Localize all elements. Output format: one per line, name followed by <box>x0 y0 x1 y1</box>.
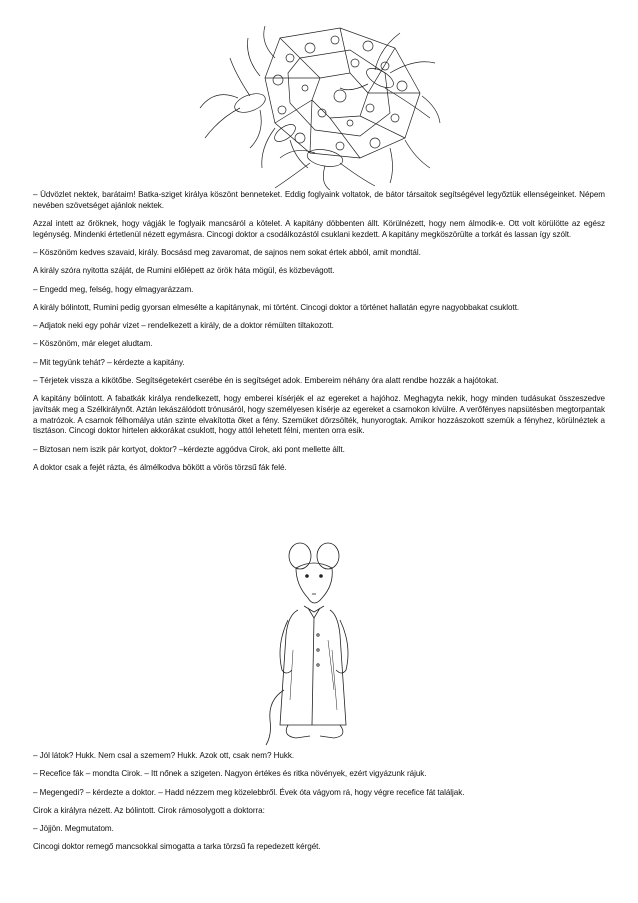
paragraph: – Megengedi? – kérdezte a doktor. – Hadd nézzem meg közelebbről. Évek óta vágyom rá, hogy végre recefice fát találjak. <box>33 787 465 797</box>
mouse-doctor-in-coat-drawing <box>248 540 383 748</box>
paragraph: A kapitány bólintott. A fabatkák királya rendelkezett, hogy emberei kísérjék el az egereket a hajóhoz. Meghagyta nekik, hogy minden tudásukat összeszedve javítsák meg a Szélkirálynőt. Aztán lekászálódott trónusáról, hogy személyesen kísérje az egereket a csarnokon kívülre. A verőfényes napsütésben megtorpantak a matrózok. A csarnok félhomálya után szinte elvakította őket a fény. Szemüket dörzsölték, hunyorogtak. Amikor hozzászokott szemük a fényhez, körülnéztek a tisztáson. Cincogi doktor hirtelen akkorákat csuklott, hogy attól lehetett félni, menten orra esik. <box>33 394 605 436</box>
paragraph: – Adjatok neki egy pohár vizet – rendelkezett a király, de a doktor rémülten tiltakozott. <box>33 321 334 331</box>
paragraph: Cincogi doktor remegő mancsokkal simogatta a tarka törzsű fa repedezett kérgét. <box>33 842 321 852</box>
paragraph: Azzal intett az őröknek, hogy vágják le foglyaik mancsáról a kötelet. A kapitány döbbenten állt. Körülnézett, hogy nem álmodik-e. Ott volt körülötte az egész legénység. Mindenki értetlenül nézett egymásra. Cincogi doktor a csodálkozástól csuklani kezdett. A kapitány megköszörülte a torkát és lassan így szólt. <box>33 219 605 239</box>
paragraph: – Térjetek vissza a kikötőbe. Segítségetekért cserébe én is segítséget adok. Embereim néhány óra alatt rendbe hozzák a hajótokat. <box>33 376 499 386</box>
paragraph: – Recefice fák – mondta Cirok. – Itt nőnek a szigeten. Nagyon értékes és ritka növények, ezért vigyázunk rájuk. <box>33 769 427 779</box>
body-text-top <box>33 190 605 481</box>
paragraph: – Köszönöm, már eleget aludtam. <box>33 339 153 349</box>
paragraph: – Üdvözlet nektek, barátaim! Batka-sziget királya köszönt benneteket. Eddig foglyaink voltatok, de bátor társaitok segítségével legyőztük ellenségeinket. Népem nevében szövetséget ajánlok nektek. <box>33 190 605 210</box>
paragraph: Cirok a királyra nézett. Az bólintott. Cirok rámosolygott a doktorra: <box>33 805 265 815</box>
paragraph: – Mit tegyünk tehát? – kérdezte a kapitány. <box>33 357 185 367</box>
paragraph: – Köszönöm kedves szavaid, király. Bocsásd meg zavaromat, de sajnos nem sokat értek abból, amit mondtál. <box>33 248 421 257</box>
paragraph: – Jól látok? Hukk. Nem csal a szemem? Hukk. Azok ott, csak nem? Hukk. <box>33 751 295 760</box>
paragraph: – Jöjjön. Megmutatom. <box>33 824 114 834</box>
spider-web-creatures-drawing <box>190 18 445 190</box>
paragraph: – Engedd meg, felség, hogy elmagyarázzam. <box>33 284 194 294</box>
paragraph: A király szóra nyitotta száját, de Rumini előlépett az örök háta mögül, és közbevágott. <box>33 266 335 276</box>
paragraph: A király bólintott, Rumini pedig gyorsan elmesélte a kapitánynak, mi történt. Cincogi doktor a történet hallatán egyre nagyobbakat csuklott. <box>33 302 520 312</box>
paragraph: A doktor csak a fejét rázta, és álmélkodva bökött a vörös törzsű fák felé. <box>33 463 287 473</box>
paragraph: – Biztosan nem iszik pár kortyot, doktor? –kérdezte aggódva Cirok, aki pont mellette állt. <box>33 444 345 454</box>
body-text-bottom <box>33 751 605 861</box>
